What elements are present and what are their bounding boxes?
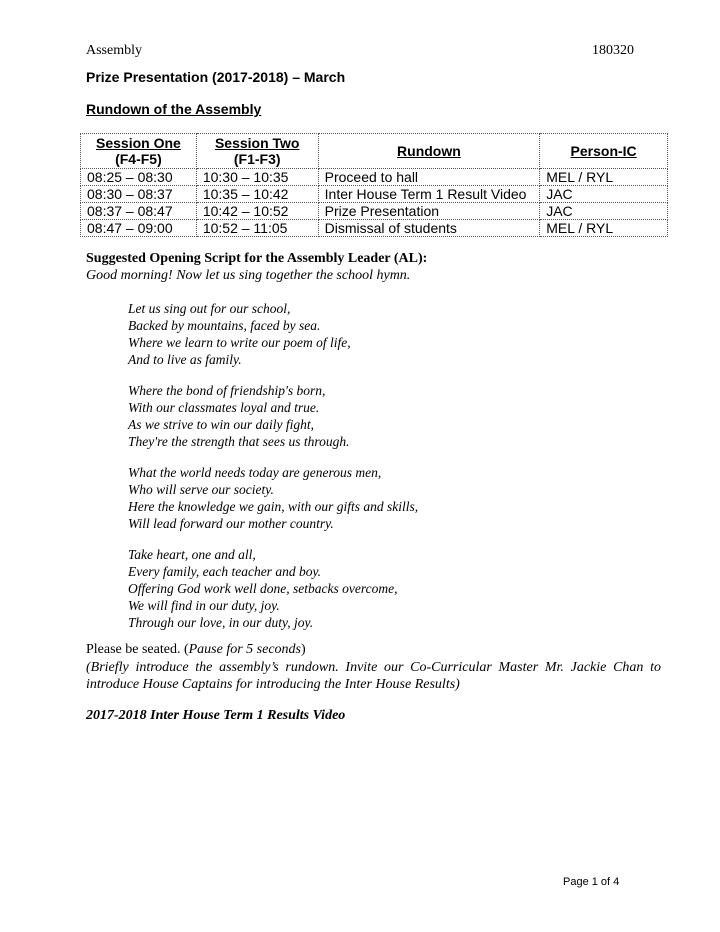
header-label: Session Two <box>214 135 300 151</box>
hymn-line: Every family, each teacher and boy. <box>128 564 322 579</box>
hymn-line: Backed by mountains, faced by sea. <box>128 318 321 333</box>
hymn-line: As we strive to win our daily fight, <box>128 417 314 432</box>
hymn-line: They're the strength that sees us through. <box>128 434 350 449</box>
hymn-line: Take heart, one and all, <box>128 547 256 562</box>
section-heading: Rundown of the Assembly <box>86 101 262 117</box>
hymn-line: Here the knowledge we gain, with our gifts and skills, <box>128 499 419 514</box>
table-cell: JAC <box>540 186 668 203</box>
header-sublabel: (F1-F3) <box>233 151 281 167</box>
table-row <box>81 220 668 237</box>
table-cell: 08:30 – 08:37 <box>81 186 197 203</box>
table-cell: Inter House Term 1 Result Video <box>318 186 540 203</box>
table-row <box>81 186 668 203</box>
hymn-stanza <box>128 546 418 631</box>
table-row <box>81 169 668 186</box>
header-cell-person-ic <box>540 134 668 169</box>
header-left: Assembly <box>86 43 142 58</box>
seated-text: Please be seated. ( <box>86 642 189 657</box>
hymn-line: Let us sing out for our school, <box>128 301 291 316</box>
seated-close: ) <box>301 642 306 657</box>
header-cell-rundown <box>318 134 540 169</box>
header-right: 180320 <box>592 43 634 58</box>
hymn-line: Who will serve our society. <box>128 482 274 497</box>
hymn-line: Will lead forward our mother country. <box>128 516 334 531</box>
table-cell: 10:35 – 10:42 <box>196 186 318 203</box>
table-cell: 08:25 – 08:30 <box>81 169 197 186</box>
header-label: Session One <box>96 135 181 151</box>
table-cell: Dismissal of students <box>318 220 540 237</box>
script-heading: Suggested Opening Script for the Assembly Leader (AL): <box>86 251 428 266</box>
table-cell: MEL / RYL <box>540 220 668 237</box>
hymn-line: What the world needs today are generous men, <box>128 465 382 480</box>
table-cell: MEL / RYL <box>540 169 668 186</box>
table-cell: 10:52 – 11:05 <box>196 220 318 237</box>
seated-instruction <box>86 642 306 658</box>
table-cell: 08:47 – 09:00 <box>81 220 197 237</box>
hymn-stanza <box>128 464 418 532</box>
header-cell-session-one <box>81 134 197 169</box>
header-sublabel: (F4-F5) <box>115 151 162 167</box>
hymn-line: Through our love, in our duty, joy. <box>128 615 314 630</box>
table-cell: Prize Presentation <box>318 203 540 220</box>
hymn-line: We will find in our duty, joy. <box>128 598 280 613</box>
hymn-line: And to live as family. <box>128 352 242 367</box>
video-section-title: 2017-2018 Inter House Term 1 Results Video <box>86 708 346 723</box>
stage-direction: (Briefly introduce the assembly’s rundown. Invite our Co-Curricular Master Mr. Jackie Chan to introduce House Captains for introducing the Inter House Results) <box>86 660 661 692</box>
hymn-line: Where the bond of friendship's born, <box>128 383 326 398</box>
table-cell: 10:42 – 10:52 <box>196 203 318 220</box>
table-row <box>81 203 668 220</box>
header-cell-session-two <box>196 134 318 169</box>
school-hymn <box>128 300 418 645</box>
rundown-table <box>80 133 668 237</box>
page-number: Page 1 of 4 <box>563 876 620 888</box>
table-cell: JAC <box>540 203 668 220</box>
pause-note: Pause for 5 seconds <box>188 642 302 657</box>
table-header-row <box>81 134 668 169</box>
hymn-line: Offering God work well done, setbacks overcome, <box>128 581 398 596</box>
header-label: Rundown <box>397 143 461 159</box>
document-title: Prize Presentation (2017-2018) – March <box>86 69 346 85</box>
hymn-line: Where we learn to write our poem of life, <box>128 335 351 350</box>
hymn-line: With our classmates loyal and true. <box>128 400 320 415</box>
hymn-stanza <box>128 382 418 450</box>
table-cell: Proceed to hall <box>318 169 540 186</box>
table-cell: 10:30 – 10:35 <box>196 169 318 186</box>
hymn-stanza <box>128 300 418 368</box>
table-cell: 08:37 – 08:47 <box>81 203 197 220</box>
script-intro: Good morning! Now let us sing together the school hymn. <box>86 268 411 283</box>
header-label: Person-IC <box>570 143 637 159</box>
